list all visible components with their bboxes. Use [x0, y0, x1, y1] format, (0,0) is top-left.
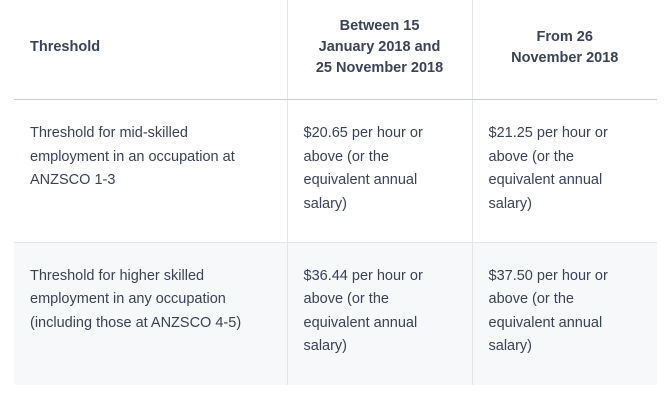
column-header-period-2-line-2: November 2018	[511, 49, 619, 66]
table-header-row	[14, 0, 657, 100]
cell-period-1-value: $20.65 per hour or above (or the equivalent annual salary)	[287, 100, 472, 243]
table-body	[14, 100, 657, 385]
cell-period-2-value: $21.25 per hour or above (or the equivalent annual salary)	[472, 100, 657, 243]
column-header-period-1-line-3: 25 November 2018	[315, 60, 444, 77]
column-header-period-2-line-1: From 26	[536, 28, 593, 45]
cell-threshold-description: Threshold for higher skilled employment in any occupation (including those at ANZSCO 4-5)	[14, 242, 287, 384]
table-header	[14, 0, 657, 100]
threshold-table	[14, 0, 657, 385]
column-header-period-2	[472, 0, 657, 100]
table-row	[14, 100, 657, 243]
column-header-period-1-line-1: Between 15	[339, 18, 420, 34]
cell-period-2-value: $37.50 per hour or above (or the equivalent annual salary)	[472, 242, 657, 384]
table-row	[14, 242, 657, 384]
cell-period-1-value: $36.44 per hour or above (or the equivalent annual salary)	[287, 242, 472, 384]
column-header-threshold: Threshold	[14, 0, 287, 100]
cell-threshold-description: Threshold for mid-skilled employment in an occupation at ANZSCO 1-3	[14, 100, 287, 243]
column-header-period-1	[287, 0, 472, 100]
column-header-period-1-line-2: January 2018 and	[318, 39, 441, 56]
